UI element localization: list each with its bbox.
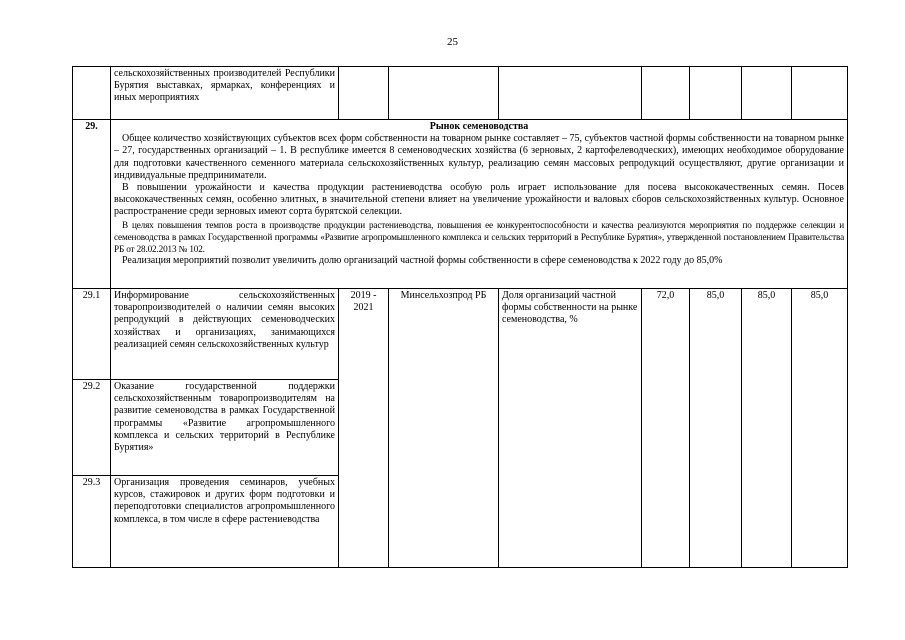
section-paragraph: Общее количество хозяйствующих субъектов всех форм собственности на товарном рынке составляет – 75, субъектов частной формы собственности на товарном рынке – 27, государственных организаций – 1. В республике имеется 8 семеноводческих хозяйства (6 зерновых, 2 картофелеводческих), имеющих необходимое оборудование для подготовки качественного семенного материала сельскохозяйственных культур, реализацию семян массовых репродукций осуществляют, другие организации и индивидуальные предприниматели. (114, 133, 844, 181)
empty-cell (690, 67, 742, 120)
value-cell: 72,0 (642, 289, 690, 568)
measure-cell: сельскохозяйственных производителей Республики Бурятия выставках, ярмарках, конференциях и иных мероприятиях (111, 67, 339, 120)
value-cell: 85,0 (792, 289, 848, 568)
row-number: 29.1 (73, 289, 111, 380)
measures-table (72, 66, 848, 568)
row-number: 29.3 (73, 476, 111, 568)
section-number: 29. (73, 120, 111, 289)
empty-cell (642, 67, 690, 120)
executor-cell: Минсельхозпрод РБ (389, 289, 499, 568)
row-number: 29.2 (73, 380, 111, 476)
page-number: 25 (447, 36, 458, 48)
section-description (111, 120, 848, 289)
empty-cell (499, 67, 642, 120)
section-paragraph: В целях повышения темпов роста в производстве продукции растениеводства, повышения ее конкурентоспособности и качества реализуются мероприятия по поддержке селекции и семеноводства в рамках Государственной программы «Развитие агропромышленного комплекса и сельских территорий в Республике Бурятия», утвержденной постановлением Правительства РБ от 28.02.2013 № 102. (114, 219, 844, 255)
section-title: Рынок семеноводства (429, 121, 529, 132)
indicator-cell: Доля организаций частной формы собственности на рынке семеноводства, % (499, 289, 642, 568)
value-cell: 85,0 (690, 289, 742, 568)
empty-cell (792, 67, 848, 120)
section-paragraph: В повышении урожайности и качества продукции растениеводства особую роль играет использование для посева высококачественных семян. Посев высококачественных семян, особенно элитных, в значительной степени влияет на увеличение урожайности и валовых сборов сельскохозяйственных культур. Основное распространение среди зерновых имеют сорта бурятской селекции. (114, 182, 844, 218)
section-row (73, 120, 848, 289)
empty-cell (389, 67, 499, 120)
table-row (73, 289, 848, 380)
value-cell: 85,0 (742, 289, 792, 568)
measure-cell: Оказание государственной поддержки сельскохозяйственным товаропроизводителям на развитие семеноводства в рамках Государственной программы «Развитие агропромышленного комплекса и сельских территорий в Республике Бурятия» (111, 380, 339, 476)
empty-cell (339, 67, 389, 120)
section-paragraph: Реализация мероприятий позволит увеличить долю организаций частной формы собственности в сфере семеноводства к 2022 году до 85,0% (122, 255, 723, 267)
empty-cell (742, 67, 792, 120)
measure-cell: Информирование сельскохозяйственных товаропроизводителей о наличии семян высоких репродукций в действующих семеноводческих хозяйствах и организациях, занимающихся реализацией семян сельскохозяйственных культур (111, 289, 339, 380)
measure-cell: Организация проведения семинаров, учебных курсов, стажировок и других форм подготовки и переподготовки специалистов агропромышленного комплекса, в том числе в сфере растениеводства (111, 476, 339, 568)
period-cell: 2019 - 2021 (339, 289, 389, 568)
empty-cell (73, 67, 111, 120)
table-row-continuation (73, 67, 848, 120)
